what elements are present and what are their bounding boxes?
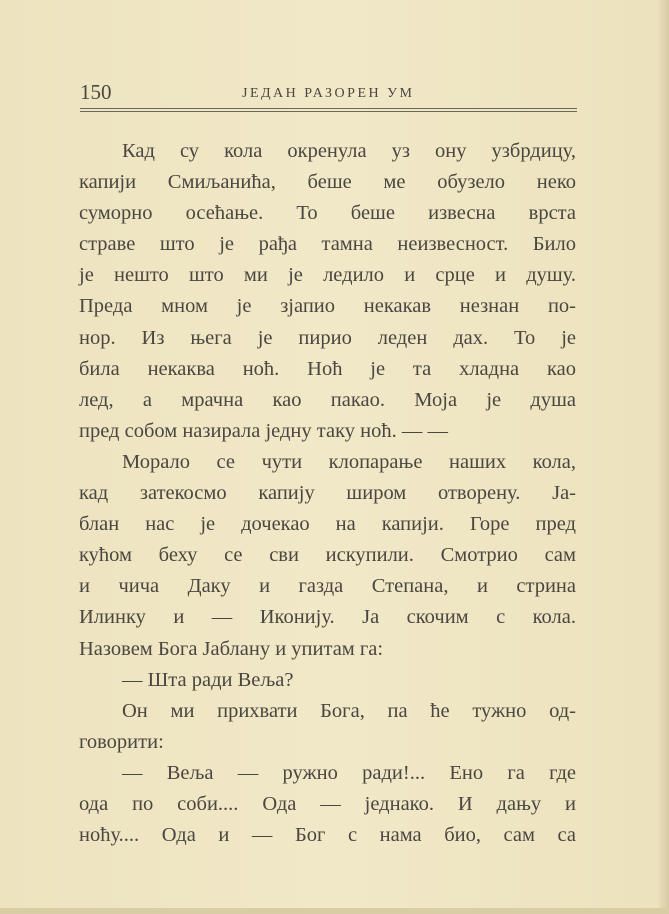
text-line: ода по соби.... Ода — једнако. И дању и	[79, 792, 576, 815]
header-rule	[80, 108, 577, 112]
text-line: страве што је рађа тамна неизвесност. Било	[79, 233, 576, 256]
text-line: и чича Даку и газда Степана, и стрина	[79, 575, 576, 598]
text-line: ноћу.... Ода и — Бог с нама био, сам са	[79, 824, 576, 847]
text-line: Он ми прихвати Бога, па ће тужно од-	[122, 699, 576, 722]
text-line: је нешто што ми је ледило и срце и душу.	[79, 264, 576, 287]
page-header	[80, 80, 577, 104]
text-line: говорити:	[79, 730, 164, 753]
page-edge-shadow	[657, 0, 669, 914]
text-line: суморно осећање. То беше извесна врста	[79, 202, 576, 225]
body-text	[79, 136, 576, 851]
page-bottom-edge	[0, 908, 669, 914]
text-line: блан нас је дочекао на капији. Горе пред	[79, 513, 576, 536]
text-line: кад затекосмо капију широм отворену. Ја-	[79, 482, 576, 505]
text-line: — Шта ради Веља?	[122, 668, 294, 691]
text-line: капији Смиљанића, беше ме обузело неко	[79, 171, 576, 194]
running-head: ЈЕДАН РАЗОРЕН УМ	[242, 86, 415, 101]
text-line: нор. Из њега је пирио леден дах. То је	[79, 326, 576, 349]
text-line: кућом беху се сви искупили. Смотрио сам	[79, 544, 576, 567]
text-line: Илинку и — Иконију. Ја скочим с кола.	[79, 606, 576, 629]
text-line: лед, а мрачна као пакао. Моја је душа	[79, 388, 576, 411]
text-line: Преда мном је зјапио некакав незнан по-	[79, 295, 576, 318]
text-line: Морало се чути клопарање наших кола,	[122, 450, 576, 473]
text-line: Назовем Бога Јаблану и упитам га:	[79, 637, 384, 660]
text-line: била некаква ноћ. Ноћ је та хладна као	[79, 357, 576, 380]
text-line: — Веља — ружно ради!... Ено га где	[122, 761, 576, 784]
page-number: 150	[80, 80, 112, 104]
text-line: пред собом назирала једну таку ноћ. — —	[79, 419, 448, 442]
text-line: Кад су кола окренула уз ону узбрдицу,	[122, 140, 576, 162]
